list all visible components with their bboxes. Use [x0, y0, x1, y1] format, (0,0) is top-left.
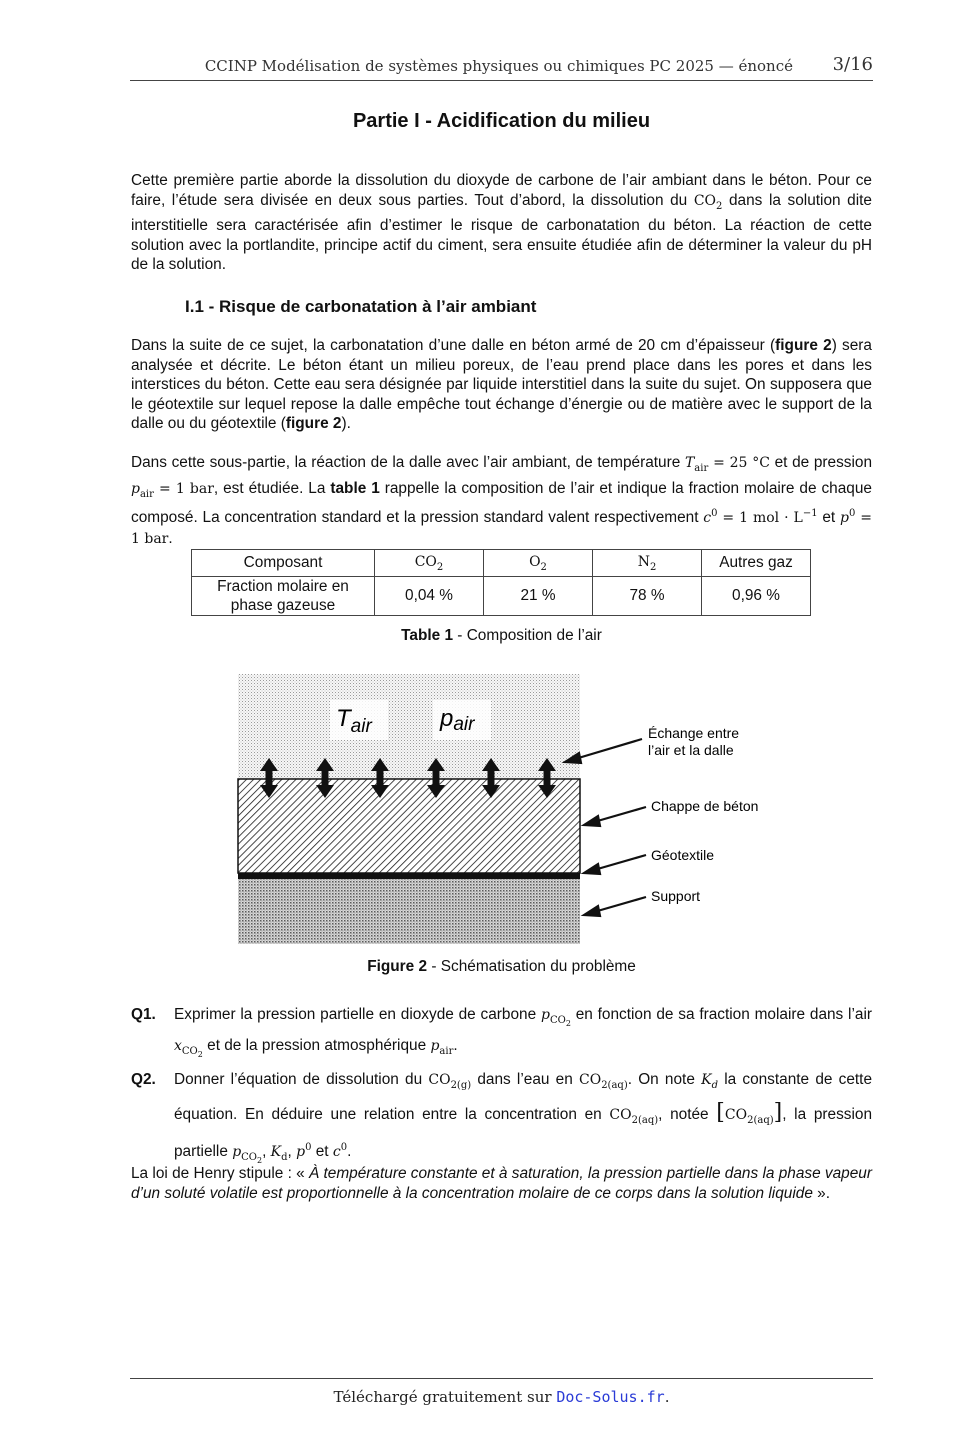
- table-header-cell: Autres gaz: [702, 550, 811, 577]
- air-region: [238, 674, 580, 779]
- question-number: Q2.: [131, 1071, 156, 1088]
- table-cell: 21 %: [484, 577, 593, 616]
- table-ref: table 1: [330, 479, 380, 497]
- chappe-label: Chappe de béton: [651, 798, 759, 814]
- figure-2-diagram: [230, 668, 790, 953]
- figure-ref: figure 2: [285, 415, 342, 433]
- exchange-label: Échange entre: [648, 725, 740, 741]
- geotextile-layer: [238, 873, 580, 879]
- exchange-label: l’air et la dalle: [648, 742, 734, 758]
- question-number: Q1.: [131, 1006, 156, 1023]
- question-text: Donner l’équation de dissolution du $CO_{2(g)}$ dans l’eau en $CO_{2(aq)}$. On note $K_d$ la constante de cette équation. En déduire une relation entre la concentration en $CO_{2(aq)}$, notée $[CO_{2(aq)}]$, la pression partielle $p_{CO_2}$, $K_d$, $p^0$ et $c^0$.: [174, 1071, 873, 1166]
- page-number: 3/16: [832, 54, 873, 75]
- question-text: Exprimer la pression partielle en dioxyde de carbone $p_{CO_2}$ en fonction de sa fraction molaire dans l’air $x_{CO_2}$ et de la pression atmosphérique $p_{air}$.: [174, 1006, 873, 1060]
- question-2: [131, 1066, 872, 1174]
- table-header-cell: Composant: [192, 550, 375, 577]
- question-1: [131, 1004, 872, 1066]
- henry-law-paragraph: La loi de Henry stipule : « À température constante et à saturation, la pression partielle dans la phase vapeur d’un soluté volatile est proportionnelle à la concentration molaire de ce corps dans la solution liquide ».: [131, 1165, 872, 1202]
- figure-caption: Figure 2 - Schématisation du problème: [367, 958, 636, 975]
- footer-text: Téléchargé gratuitement sur Doc-Solus.fr.: [333, 1388, 670, 1406]
- page-header: [130, 54, 873, 81]
- pressure-label: pair: [440, 705, 475, 735]
- concrete-slab: [238, 779, 580, 873]
- temperature-label: $T_{air}$: [336, 705, 372, 737]
- table-caption: Table 1 - Composition de l’air: [401, 627, 602, 644]
- support-region: [238, 879, 580, 944]
- header-title: CCINP Modélisation de systèmes physiques ou chimiques PC 2025 — énoncé: [204, 57, 793, 75]
- table-cell: 0,04 %: [375, 577, 484, 616]
- table-header-row: [192, 550, 811, 577]
- table-header-cell: $O_2$: [484, 550, 593, 577]
- support-label: Support: [651, 888, 701, 904]
- part-title: Partie I - Acidification du milieu: [352, 110, 651, 132]
- composition-table: [191, 549, 811, 616]
- intro-paragraph: Cette première partie aborde la dissolution du dioxyde de carbone de l’air ambiant dans le béton. Pour ce faire, l’étude sera divisée en deux sous parties. Tout d’abord, la dissolution du $CO_2$ dans la solution dite interstitielle sera caractérisée afin d’estimer le risque de carbonatation du béton. La réaction de cette solution avec la portlandite, principe actif du ciment, sera ensuite étudiée afin de déterminer la valeur du pH de la solution.: [131, 172, 872, 274]
- geotextile-label: Géotextile: [651, 847, 715, 863]
- doc-solus-link[interactable]: Doc-Solus.fr: [556, 1388, 665, 1406]
- figure-ref: figure 2: [775, 337, 832, 354]
- table-row-label: Fraction molaire en phase gazeuse: [192, 577, 375, 616]
- dalle-paragraph: Dans la suite de ce sujet, la carbonatation d’une dalle en béton armé de 20 cm d’épaisseur (figure 2) sera analysée et décrite. Le béton étant un milieu poreux, de l’eau prend place dans les pores et dans les interstices du béton. Cette eau sera désignée par liquide interstitiel dans la suite du sujet. On supposera que le géotextile sur lequel repose la dalle empêche tout échange d’énergie ou de matière avec le support de la dalle ou du géotextile (figure 2).: [131, 337, 872, 433]
- page-footer: [130, 1378, 873, 1406]
- table-cell: 78 %: [593, 577, 702, 616]
- subsection-title: I.1 - Risque de carbonatation à l’air ambiant: [185, 297, 537, 316]
- table-header-cell: $N_2$: [593, 550, 702, 577]
- table-row: [192, 577, 811, 616]
- table-cell: 0,96 %: [702, 577, 811, 616]
- table-header-cell: $CO_2$: [375, 550, 484, 577]
- conditions-paragraph: Dans cette sous-partie, la réaction de la dalle avec l’air ambiant, de température $T_{air} = 25$ °C et de pression $p_{air} = 1$ bar, est étudiée. La table 1 rappelle la composition de l’air et indique la fraction molaire de chaque composé. La concentration standard et la pression standard valent respectivement $c^0 = 1$ mol · $L^{-1}$ et $p^0 = 1$ bar.: [131, 454, 872, 548]
